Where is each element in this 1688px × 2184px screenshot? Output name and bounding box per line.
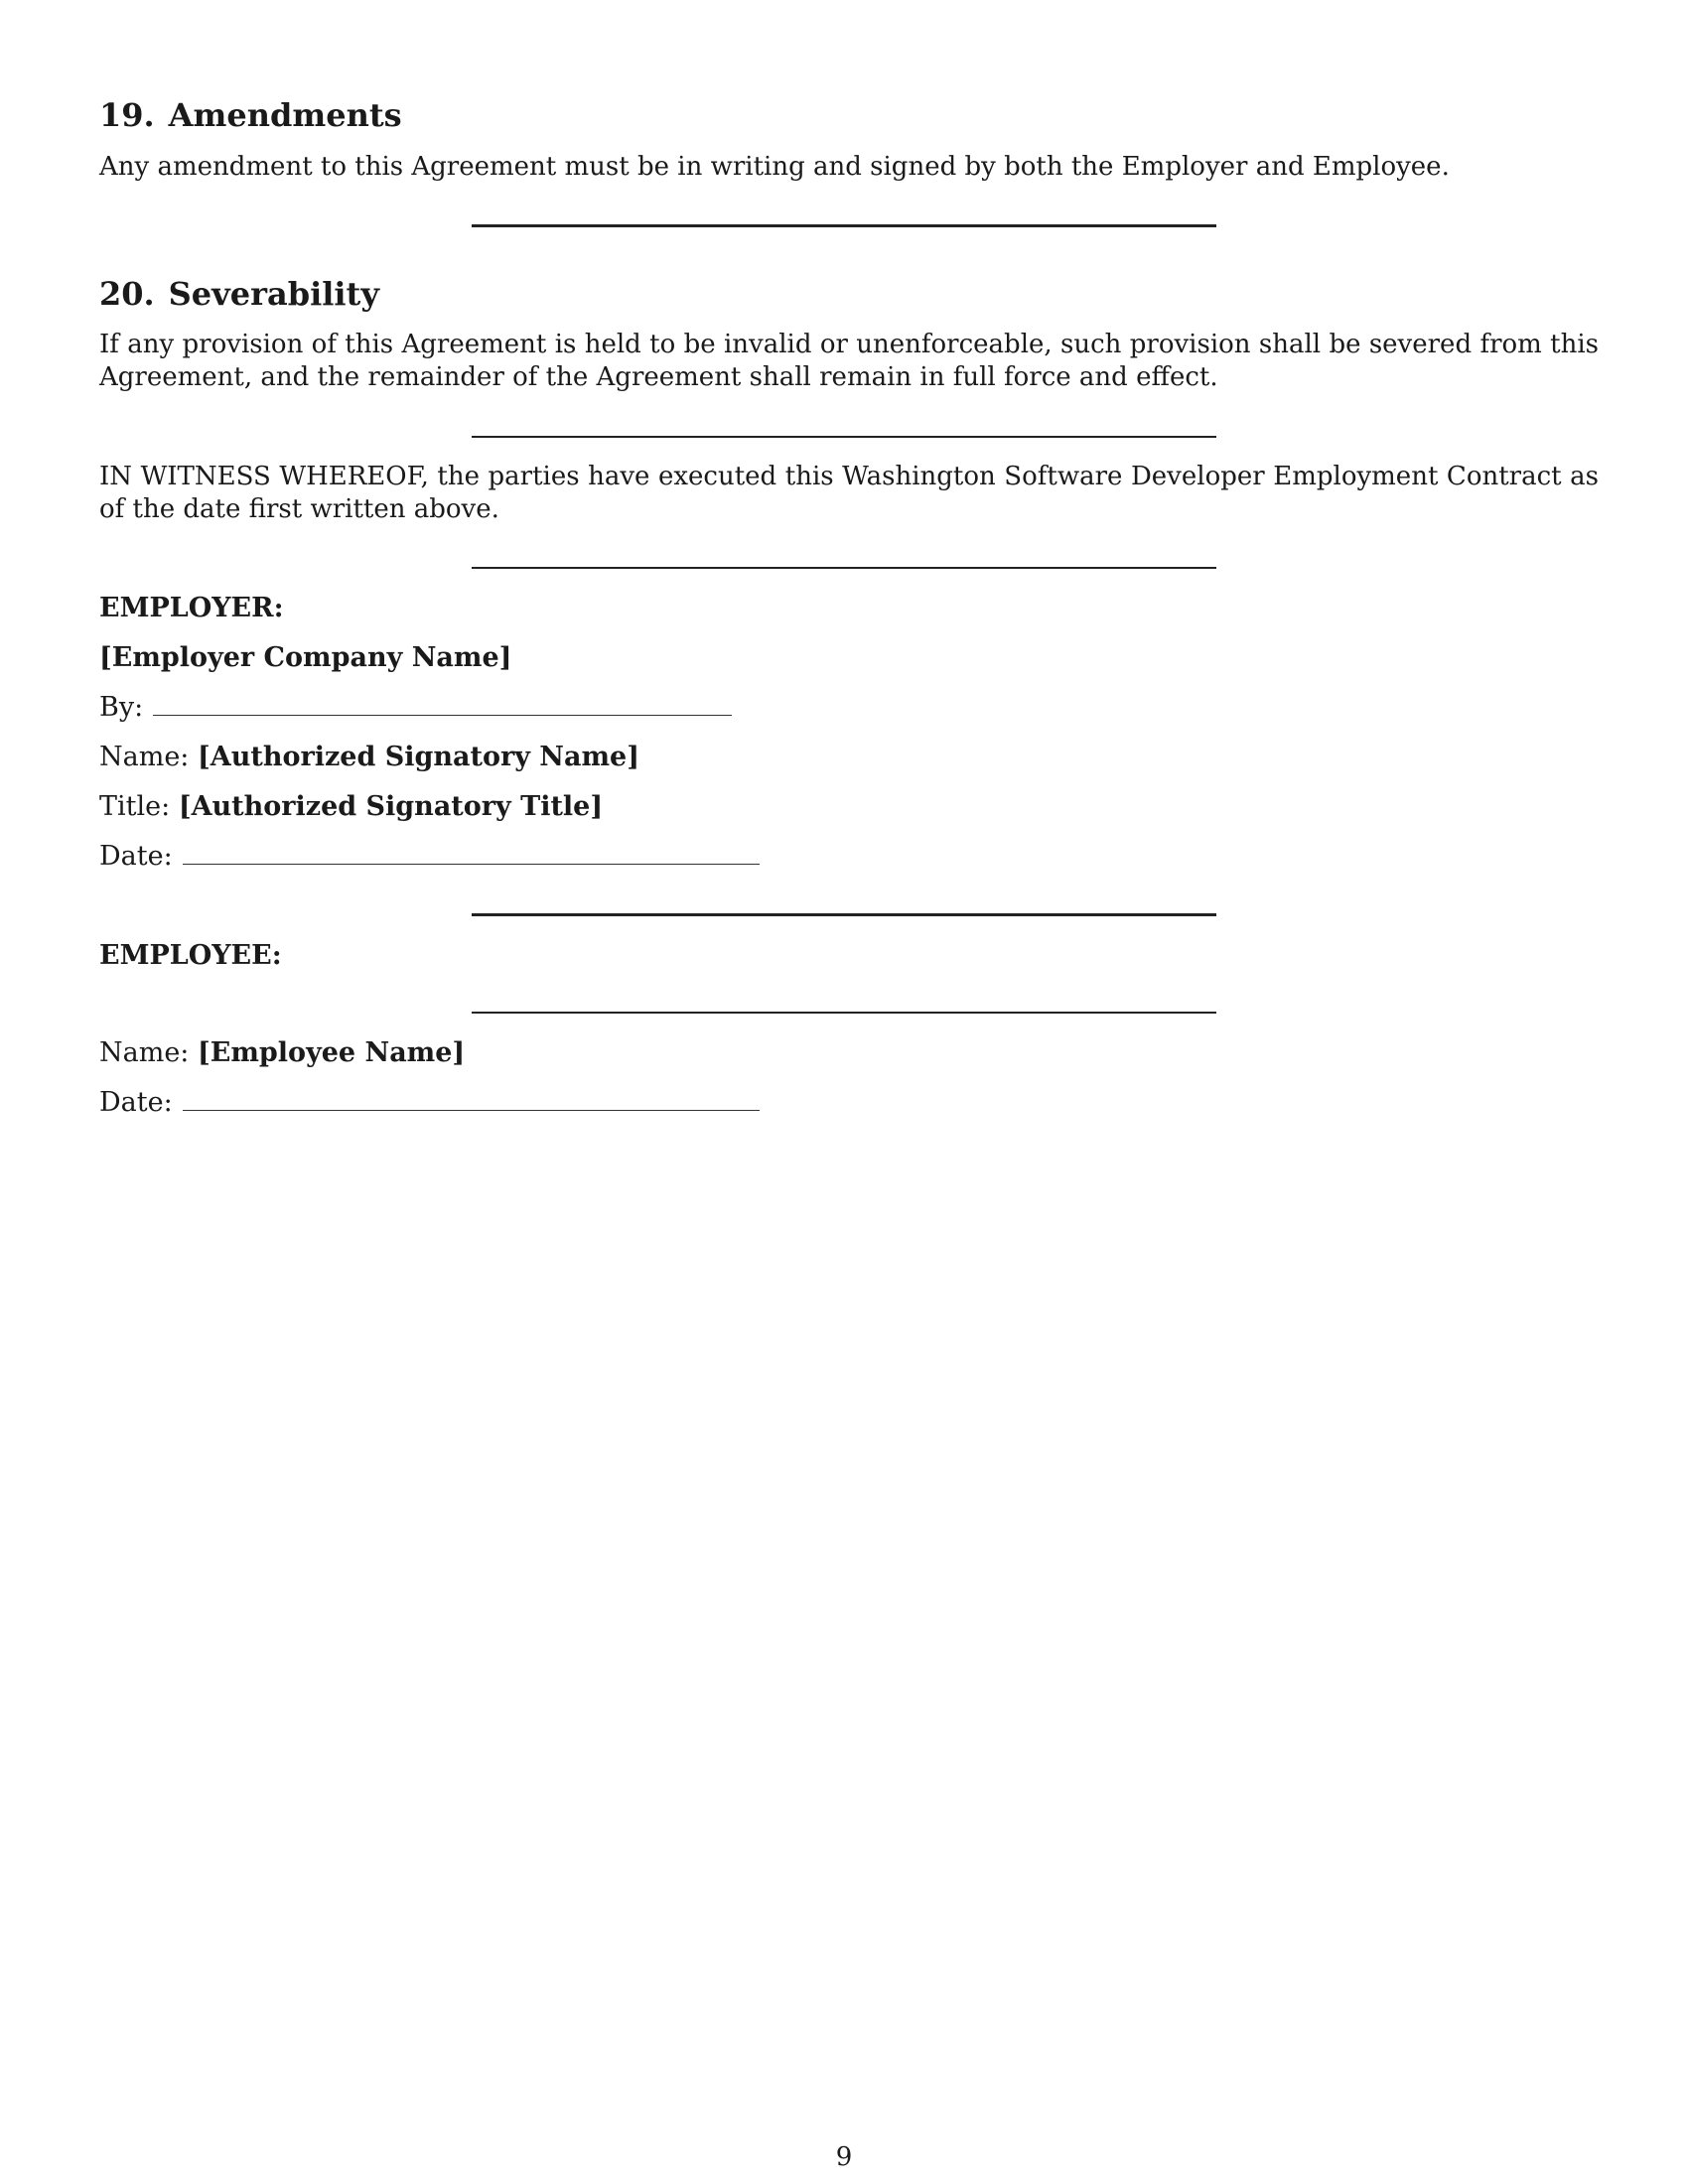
employee-date-row — [99, 1086, 760, 1120]
page-number: 9 — [835, 2142, 853, 2172]
title-label: Title: — [99, 791, 171, 822]
employer-company-placeholder: [Employer Company Name] — [99, 642, 512, 673]
authorized-signatory-name: [Authorized Signatory Name] — [198, 742, 639, 772]
date-label: Date: — [99, 841, 173, 872]
section-title: Severability — [168, 275, 379, 313]
name-label: Name: — [99, 742, 190, 772]
section-number: 19. — [99, 96, 155, 134]
employer-company-name — [99, 641, 511, 675]
employer-heading: EMPLOYER: — [99, 593, 284, 623]
date-label: Date: — [99, 1087, 173, 1118]
section-19-heading — [99, 95, 402, 135]
section-divider — [472, 913, 1216, 916]
employee-name: [Employee Name] — [198, 1037, 466, 1068]
section-title: Amendments — [168, 96, 402, 134]
employer-signature-line[interactable] — [153, 691, 732, 716]
name-label: Name: — [99, 1037, 190, 1068]
by-label: By: — [99, 692, 144, 723]
employee-heading: EMPLOYEE: — [99, 940, 282, 971]
employee-signature-line[interactable] — [472, 1012, 1216, 1014]
section-19-body: Any amendment to this Agreement must be in writing and signed by both the Employer and Employee. — [99, 152, 1450, 182]
section-number: 20. — [99, 275, 155, 313]
employer-name-row — [99, 741, 639, 774]
section-20-heading — [99, 274, 379, 314]
employer-date-row — [99, 840, 760, 874]
employee-date-line[interactable] — [183, 1086, 760, 1111]
employer-by-row — [99, 691, 732, 725]
section-divider — [472, 224, 1216, 227]
section-divider — [472, 567, 1216, 569]
employer-date-line[interactable] — [183, 840, 760, 865]
witness-clause: IN WITNESS WHEREOF, the parties have executed this Washington Software Developer Employment Contract as of the date first written above. — [99, 462, 1599, 524]
authorized-signatory-title: [Authorized Signatory Title] — [178, 791, 604, 822]
employer-title-row — [99, 790, 603, 824]
section-divider — [472, 436, 1216, 438]
employee-name-row — [99, 1036, 465, 1070]
section-20-body: If any provision of this Agreement is held to be invalid or unenforceable, such provision shall be severed from this Agreement, and the remainder of the Agreement shall remain in full force and effect. — [99, 330, 1599, 392]
